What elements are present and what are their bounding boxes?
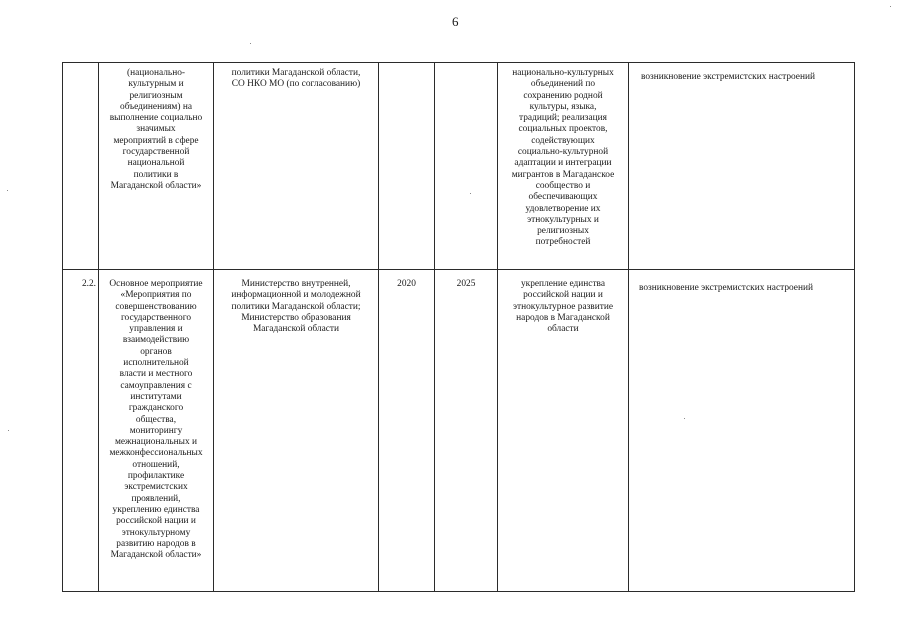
row-result-cell: национально-культурных объединений по сохранению родной культуры, языка, традиций; реализация социальных проектов, содействующих социально-культурной адаптации и интеграции мигрантов в Магаданское сообщество и обеспечивающих удовлетворение их этнокультурных и религиозных потребностей: [511, 68, 615, 248]
row-divider: [62, 269, 855, 270]
row-start-year-cell: 2020: [397, 279, 416, 289]
scan-speck: [470, 193, 471, 194]
row-executor-cell: политики Магаданской области, СО НКО МО (по согласованию): [231, 68, 361, 90]
column-divider: [213, 62, 214, 592]
table-border-top: [62, 62, 855, 63]
row-name-cell: Основное мероприятие «Мероприятия по совершенствованию государственного управления и взаимодействию органов исполнительной власти и местного самоуправления с институтами гражданского общества, мониторингу межнациональных и межконфессиональных отношений, профилактике экстремистских проявлений, укреплению единства российской нации и этнокультурному развитию народов в Магаданской области»: [109, 279, 203, 561]
table-border-bottom: [62, 591, 855, 592]
scan-speck: [8, 430, 9, 431]
row-risk-cell: возникновение экстремистских настроений: [641, 72, 816, 82]
column-divider: [628, 62, 629, 592]
row-executor-cell: Министерство внутренней, информационной и молодежной политики Магаданской области; Министерство образования Магаданской области: [231, 279, 361, 335]
page-number: 6: [452, 14, 459, 29]
scan-speck: [684, 418, 685, 419]
column-divider: [434, 62, 435, 592]
row-number-cell: 2.2.: [81, 279, 96, 289]
scan-speck: [250, 43, 251, 44]
column-divider: [378, 62, 379, 592]
scan-speck: [890, 6, 891, 7]
table-border-right: [854, 62, 855, 592]
table-border-left: [62, 62, 63, 592]
column-divider: [497, 62, 498, 592]
scan-speck: [7, 190, 8, 191]
column-divider: [98, 62, 99, 592]
row-end-year-cell: 2025: [456, 279, 476, 289]
row-name-cell: (национально- культурным и религиозным объединениям) на выполнение социально значимых мероприятий в сфере государственной национальной политики в Магаданской области»: [109, 68, 203, 191]
row-result-cell: укрепление единства российской нации и этнокультурное развитие народов в Магаданской области: [512, 279, 614, 335]
row-risk-cell: возникновение экстремистских настроений: [639, 283, 814, 293]
